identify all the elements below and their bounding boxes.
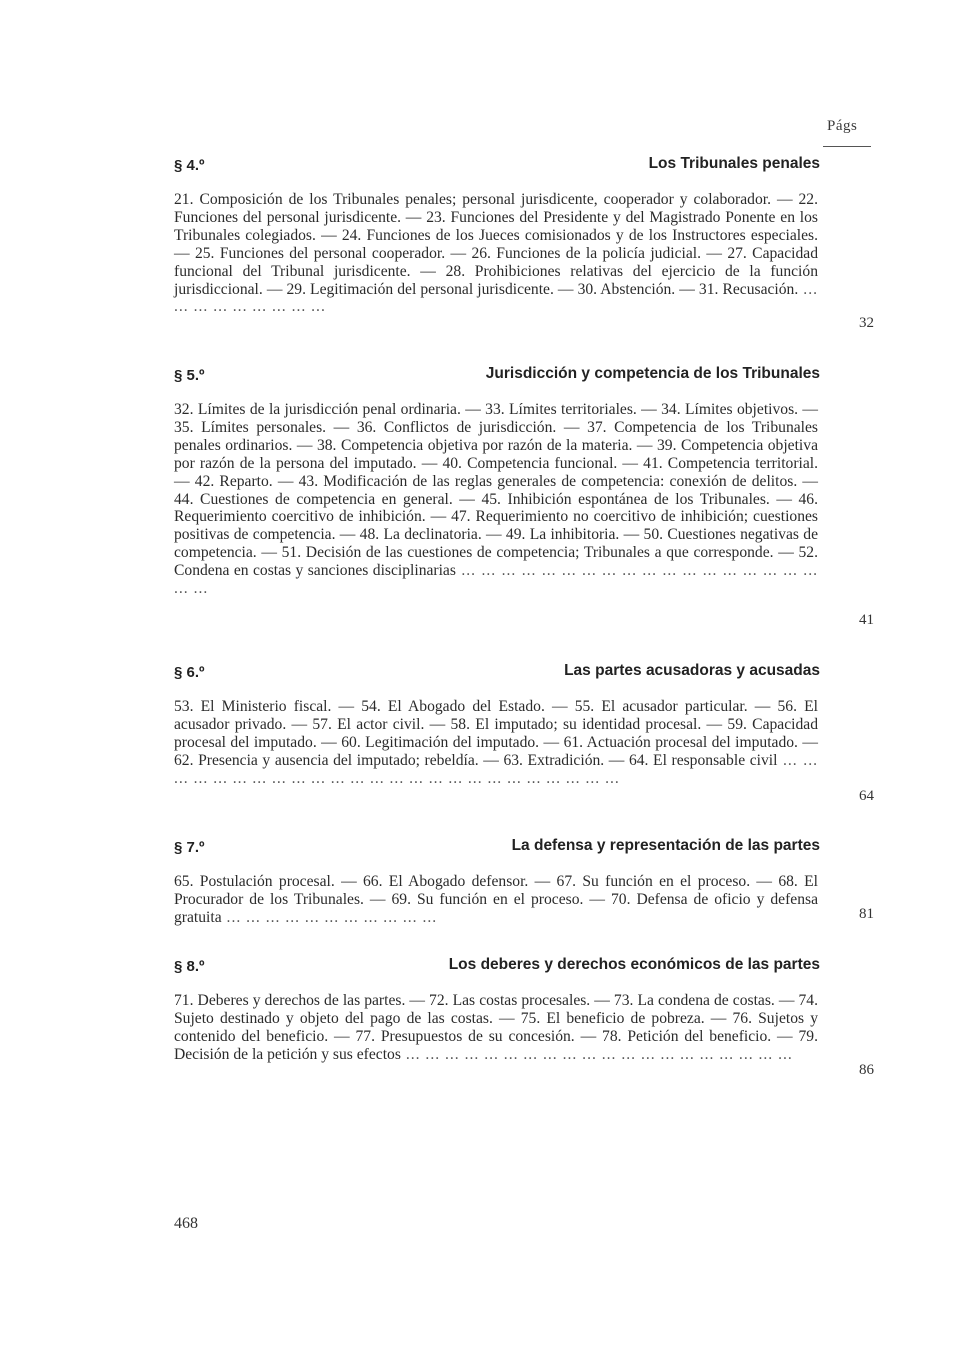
section-number: § 5.º [174,367,205,384]
section-text: 71. Deberes y derechos de las partes. — 72. Las costas procesales. — 73. La condena de costas. — 74. Sujeto destinado y objeto del pago de las costas. — 75. El beneficio de pobreza. — 76. Sujetos y contenido del beneficio. — 77. Presupuestos de su concesión. — 78. Petición del beneficio. — 79. Decisión de la petición y sus efectos [174,992,818,1063]
dot-leader: ... ... ... ... ... ... ... ... ... ... ... ... ... ... ... ... ... ... ... ... [400,1045,793,1063]
pags-column-header: Págs [827,118,858,134]
page-reference: 86 [859,1062,874,1078]
section-title: Los deberes y derechos económicos de las partes [448,956,820,973]
page-reference: 81 [859,906,874,922]
section-text: 21. Composición de los Tribunales penales; personal jurisdicente, cooperador y colaborador. — 22. Funciones del personal jurisdicente. — 23. Funciones del Presidente y del Magistrado Ponente en los Tribunales colegiados. — 24. Funciones de los Jueces comisionados y de los Instructores especiales. — 25. Funciones del personal cooperador. — 26. Funciones de la policía judicial. — 27. Capacidad funcional del Tribunal jurisdicente. — 28. Prohibiciones relativas del ejercicio de la función jurisdiccional. — 29. Legitimación del personal jurisdicente. — 30. Abstención. — 31. Recusación. [174,191,818,298]
page-reference: 64 [859,788,874,804]
section-6 [174,662,874,804]
section-title: Los Tribunales penales [648,155,820,172]
section-contents [174,191,818,316]
section-7 [174,837,874,927]
page-reference: 41 [859,612,874,628]
section-text: 53. El Ministerio fiscal. — 54. El Abogado del Estado. — 55. El acusador particular. — 56. El acusador privado. — 57. El actor civil. — 58. El imputado; su identidad procesal. — 59. Capacidad procesal del imputado. — 60. Legitimación del imputado. — 61. Actuación procesal del imputado. — 62. Presencia y ausencia del imputado; rebeldía. — 63. Extradición. — 64. El responsable civil [174,698,818,769]
section-number: § 8.º [174,958,205,975]
section-number: § 6.º [174,664,205,681]
dot-leader: ... ... ... ... ... ... ... ... ... [174,280,819,316]
pags-rule [823,146,871,147]
section-title: Las partes acusadoras y acusadas [564,662,820,679]
section-contents [174,873,818,927]
section-heading [174,837,820,859]
section-heading [174,365,820,387]
section-text: 32. Límites de la jurisdicción penal ordinaria. — 33. Límites territoriales. — 34. Límites objetivos. — 35. Límites personales. — 36. Conflictos de jurisdicción. — 37. Competencia de los Tribunales penales ordinarios. — 38. Competencia objetiva por razón de la materia. — 39. Competencia objetiva por razón de la persona del imputado. — 40. Competencia funcional. — 41. Competencia territorial. — 42. Reparto. — 43. Modificación de las reglas generales de competencia: conexión de delitos. — 44. Cuestiones de competencia en general. — 45. Inhibición espontánea de los Tribunales. — 46. Requerimiento coercitivo de inhibición. — 47. Requerimiento no coercitivo de inhibición; cuestiones positivas de competencia. — 48. La declinatoria. — 49. La inhibitoria. — 50. Cuestiones negativas de competencia. — 51. Decisión de las cuestiones de competencia; Tribunales a que corresponde. — 52. Condena en costas y sanciones disciplinarias [174,401,818,580]
section-number: § 7.º [174,839,205,856]
section-contents [174,698,818,788]
section-4 [174,155,874,331]
dot-leader: ... ... ... ... ... ... ... ... ... ... ... ... ... ... ... ... ... ... ... ... ... ... ... ... ... [174,751,818,787]
section-title: La defensa y representación de las partes [511,837,820,854]
section-5 [174,365,874,628]
section-8 [174,956,874,1078]
section-heading [174,662,820,684]
page-reference: 32 [859,315,874,331]
section-heading [174,155,820,177]
page-number: 468 [174,1215,198,1232]
section-contents [174,992,818,1064]
section-text: 65. Postulación procesal. — 66. El Abogado defensor. — 67. Su función en el proceso. — 68. El Procurador de los Tribunales. — 69. Su función en el proceso. — 70. Defensa de oficio y defensa gratuita [174,873,818,926]
section-number: § 4.º [174,157,205,174]
dot-leader: ... ... ... ... ... ... ... ... ... ... ... [221,908,438,926]
section-heading [174,956,820,978]
section-title: Jurisdicción y competencia de los Tribunales [485,365,820,382]
dot-leader: ... ... ... ... ... ... ... ... ... ... ... ... ... ... ... ... ... ... ... ... [174,562,819,598]
section-contents [174,401,818,598]
